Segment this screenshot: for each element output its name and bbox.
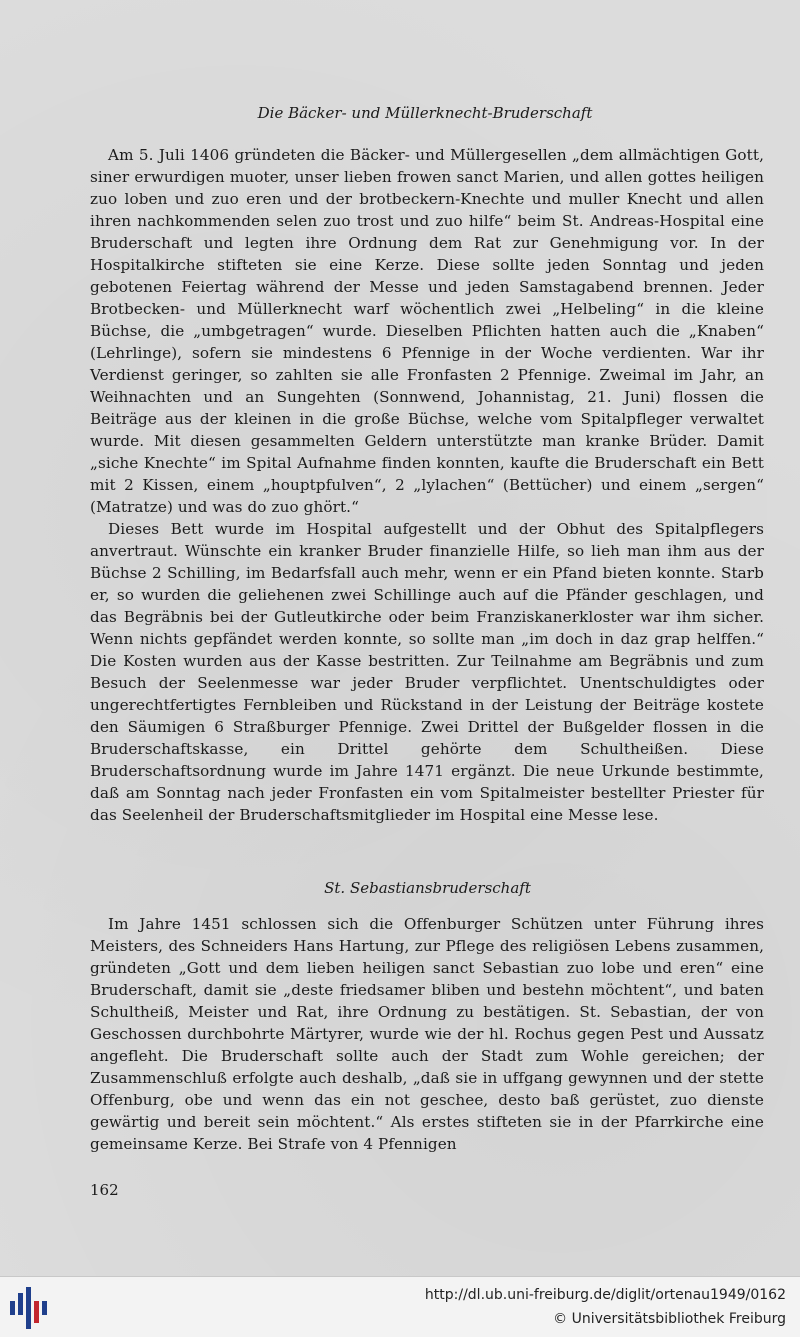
permalink-url[interactable]: http://dl.ub.uni-freiburg.de/diglit/ortenau1949/0162 — [424, 1287, 786, 1303]
page-number: 162 — [90, 1181, 119, 1199]
section-title-baecker: Die Bäcker- und Müllerknecht-Bruderschaft — [257, 104, 593, 122]
viewer-footer — [0, 1276, 800, 1337]
paragraph: Am 5. Juli 1406 gründeten die Bäcker- und Müllergesellen „dem allmächtigen Gott, siner erwurdigen muoter, unser lieben frowen sanct Marien, und allen gottes heiligen zuo loben und zuo eren und der brotbeckern-Knechte und muller Knecht und allen ihren nachkommenden selen zuo trost und zuo hilfe“ beim St. Andreas-Hospital eine Bruderschaft und legten ihre Ordnung dem Rat zur Genehmigung vor. In der Hospitalkirche stifteten sie eine Kerze. Diese sollte jeden Sonntag und jeden gebotenen Feiertag während der Messe und jeden Samstagabend brennen. Jeder Brotbecken- und Müllerknecht warf wöchentlich zwei „Helbeling“ in die kleine Büchse, die „umbgetragen“ wurde. Dieselben Pflichten hatten auch die „Knaben“ (Lehrlinge), sofern sie mindestens 6 Pfennige in der Woche verdienten. War ihr Verdienst geringer, so zahlten sie alle Fronfasten 2 Pfennige. Zweimal im Jahr, an Weihnachten und an Sungehten (Sonnwend, Johannistag, 21. Juni) flossen die Beiträge aus der kleinen in die große Büchse, welche vom Spitalpfleger verwaltet wurde. Mit diesen gesammelten Geldern unterstützte man kranke Brüder. Damit „siche Knechte“ im Spital Aufnahme finden konnten, kaufte die Bruderschaft ein Bett mit 2 Kissen, einem „houptpfulven“, 2 „lylachen“ (Bettücher) und einem „sergen“ (Matratze) und was do zuo ghört.“ — [90, 146, 764, 516]
copyright-text: © Universitätsbibliothek Freiburg — [553, 1311, 786, 1327]
paragraph: Im Jahre 1451 schlossen sich die Offenburger Schützen unter Führung ihres Meisters, des Schneiders Hans Hartung, zur Pflege des religiösen Lebens zusammen, gründeten „Gott und dem lieben heiligen sanct Sebastian zuo lobe und eren“ eine Bruderschaft, damit sie „deste friedsamer bliben und bestehn möchtent“, und baten Schultheiß, Meister und Rat, ihre Ordnung zu bestätigen. St. Sebastian, der von Geschossen durchbohrte Märtyrer, wurde wie der hl. Rochus gegen Pest und Aussatz angefleht. Die Bruderschaft sollte auch der Stadt zum Wohle gereichen; der Zusammenschluß erfolgte auch deshalb, „daß sie in uffgang gewynnen und der stette Offenburg, obe und wenn das ein not geschee, desto baß gerüstet, zuo dienste gewärtig und bereit sein möchtent.“ Als erstes stifteten sie in der Pfarrkirche eine gemeinsame Kerze. Bei Strafe von 4 Pfennigen — [90, 915, 764, 1153]
paragraph: Dieses Bett wurde im Hospital aufgestellt und der Obhut des Spitalpflegers anvertraut. Wünschte ein kranker Bruder finanzielle Hilfe, so lieh man ihm aus der Büchse 2 Schilling, im Bedarfsfall auch mehr, wenn er ein Pfand bieten konnte. Starb er, so wurden die geliehenen zwei Schillinge auch auf die Pfänder geschlagen, und das Begräbnis bei der Gutleutkirche oder beim Franziskanerkloster war ihm sicher. Wenn nichts gepfändet werden konnte, so sollte man „im doch in daz grap helffen.“ Die Kosten wurden aus der Kasse bestritten. Zur Teilnahme am Begräbnis und zum Besuch der Seelenmesse war jeder Bruder verpflichtet. Unentschuldigtes oder ungerechtfertigtes Fernbleiben und Rückstand in der Leistung der Beiträge kostete den Säumigen 6 Straßburger Pfennige. Zwei Drittel der Bußgelder flossen in die Bruderschaftskasse, ein Drittel gehörte dem Schultheißen. Diese Bruderschaftsordnung wurde im Jahre 1471 ergänzt. Die neue Urkunde bestimmte, daß am Sonntag nach jeder Fronfasten ein vom Spitalmeister bestellter Priester für das Seelenheil der Bruderschaftsmitglieder im Hospital eine Messe lese. — [90, 520, 764, 824]
section-body-baecker — [90, 144, 764, 826]
ub-freiburg-logo-icon — [10, 1287, 50, 1329]
section-title-sebastian: St. Sebastiansbruderschaft — [324, 879, 531, 897]
section-body-sebastian — [90, 913, 764, 1155]
